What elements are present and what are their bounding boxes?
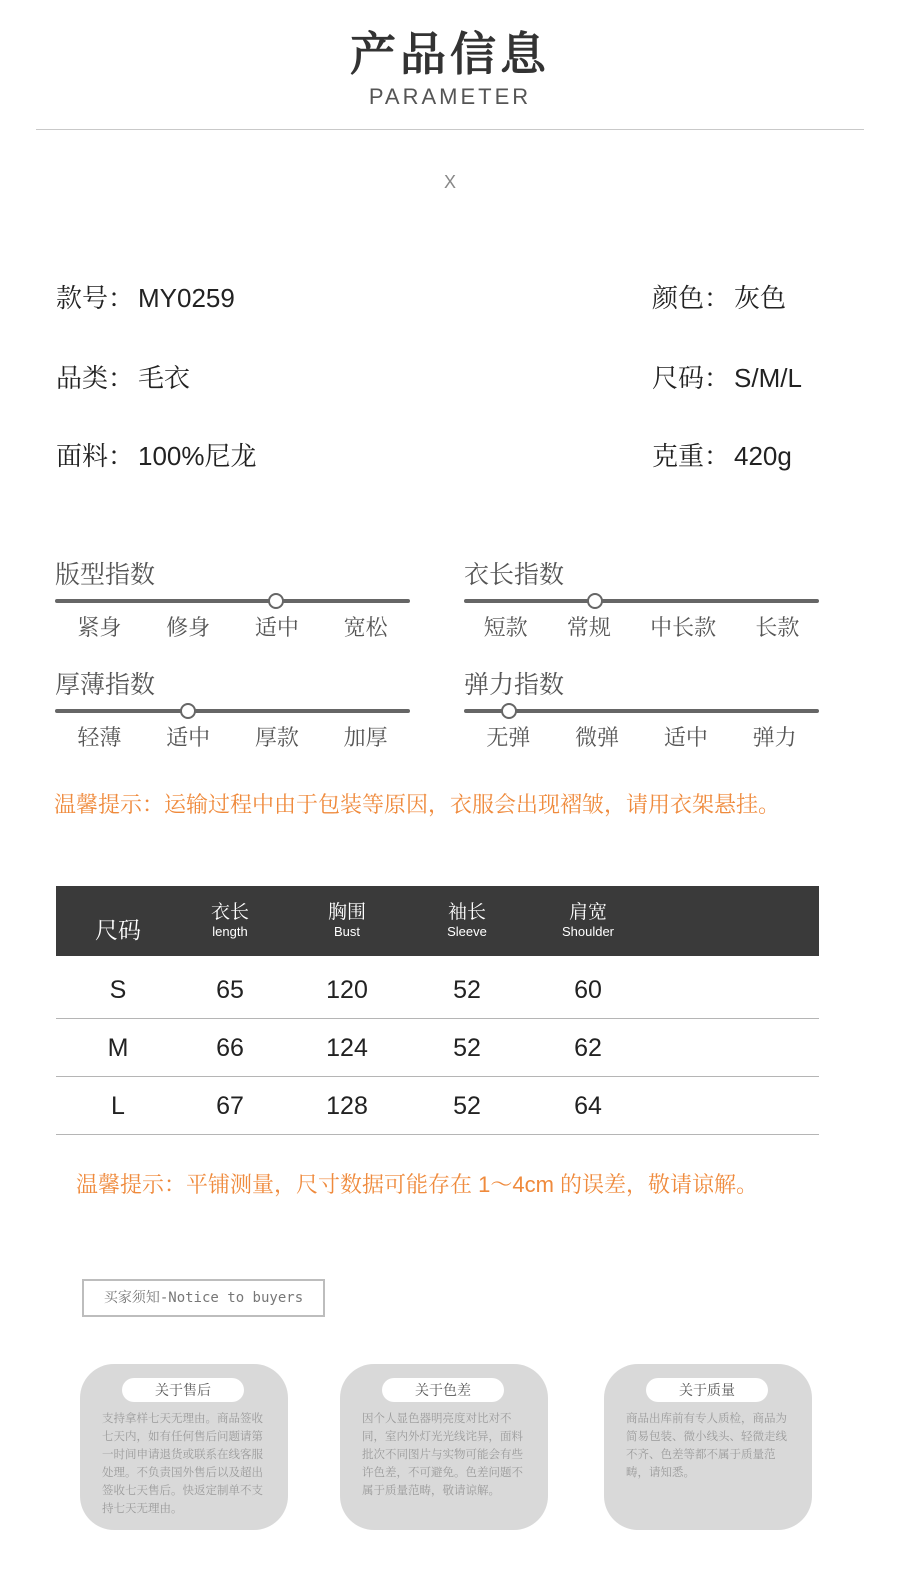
thickness-label: 厚款 [254, 725, 299, 750]
table-row [56, 961, 819, 1019]
thickness-label: 适中 [166, 725, 211, 750]
weight-label: 克重： [652, 441, 731, 471]
after-sales-card-title: 关于售后 [122, 1378, 244, 1402]
shoulder-cell: 60 [574, 976, 602, 1004]
length-label: 中长款 [650, 615, 717, 640]
length-label: 常规 [566, 615, 611, 640]
fit-index [55, 560, 410, 642]
elasticity-index-title: 弹力指数 [464, 671, 565, 699]
length-index-track [464, 599, 819, 603]
table-row [56, 1019, 819, 1077]
quality-card-text: 商品出库前有专人质检，商品为简易包装、微小线头、轻微走线不齐、色差等都不属于质量范畴，请知悉。 [626, 1413, 787, 1479]
thickness-index-title: 厚薄指数 [55, 671, 156, 699]
color-difference-card-title: 关于色差 [382, 1378, 504, 1402]
header-size: 尺码 [95, 917, 141, 943]
weight-value: 420g [734, 441, 792, 471]
sleeve-cell: 52 [453, 1034, 481, 1062]
color-difference-card-text: 因个人显色器明亮度对比对不同，室内外灯光光线诧异，面料批次不同图片与实物可能会有些许色差，不可避免。色差问题不属于质量范畴，敬请谅解。 [362, 1413, 523, 1497]
elasticity-label: 适中 [663, 725, 708, 750]
style-number [56, 282, 235, 314]
quality-card-title: 关于质量 [646, 1378, 768, 1402]
length-cell: 67 [216, 1092, 244, 1120]
fit-label: 宽松 [343, 615, 388, 640]
header-bust: 胸围 Bust [327, 902, 366, 939]
shoulder-cell: 64 [574, 1092, 602, 1120]
size-label: 尺码： [652, 363, 731, 393]
style-number-value: MY0259 [138, 283, 235, 313]
size-cell: M [107, 1034, 129, 1062]
elasticity-index-track [464, 709, 819, 713]
category-value: 毛衣 [138, 363, 191, 393]
thickness-index-marker [180, 703, 196, 719]
length-index-title: 衣长指数 [464, 561, 565, 589]
fit-index-title: 版型指数 [55, 561, 156, 589]
notice-title-box: 买家须知-Notice to buyers [82, 1279, 325, 1317]
fabric-label: 面料： [56, 441, 135, 471]
page-subtitle: PARAMETER [368, 84, 532, 109]
fabric-value: 100%尼龙 [138, 441, 257, 471]
category-label: 品类： [56, 363, 135, 393]
length-cell: 65 [216, 976, 244, 1004]
row-divider [56, 1134, 819, 1135]
elasticity-label: 弹力 [752, 725, 797, 750]
thickness-index-track [55, 709, 410, 713]
measurement-tip: 温馨提示：平铺测量，尺寸数据可能存在 1～4cm 的误差，敬请谅解。 [76, 1172, 759, 1197]
sleeve-cell: 52 [453, 976, 481, 1004]
elasticity-label: 微弹 [575, 725, 620, 750]
fit-label: 修身 [166, 615, 211, 640]
quality-card [604, 1364, 812, 1530]
fit-label: 紧身 [77, 615, 122, 640]
color-label: 颜色： [652, 283, 731, 313]
elasticity-index-marker [501, 703, 517, 719]
length-index [464, 560, 819, 642]
color-info [652, 282, 786, 314]
size-value: S/M/L [734, 363, 802, 393]
length-cell: 66 [216, 1034, 244, 1062]
weight-info [652, 440, 792, 472]
length-label: 长款 [755, 615, 800, 640]
thickness-index [55, 670, 410, 752]
bust-cell: 128 [326, 1092, 368, 1120]
color-difference-card [340, 1364, 548, 1530]
bust-cell: 120 [326, 976, 368, 1004]
fabric-info [56, 440, 257, 472]
x-mark: X [443, 172, 456, 192]
header-sleeve: 袖长 Sleeve [447, 902, 487, 939]
size-cell: S [109, 976, 127, 1004]
size-cell: L [111, 1092, 125, 1120]
length-index-marker [587, 593, 603, 609]
fit-index-marker [268, 593, 284, 609]
shipping-tip: 温馨提示：运输过程中由于包装等原因，衣服会出现褶皱，请用衣架悬挂。 [54, 792, 781, 817]
table-row [56, 1077, 819, 1135]
page-title: 产品信息 [350, 28, 550, 80]
thickness-label: 加厚 [343, 725, 388, 750]
size-table-header [56, 886, 819, 956]
after-sales-card [80, 1364, 288, 1530]
header-shoulder: 肩宽 Shoulder [561, 902, 615, 939]
thickness-label: 轻薄 [77, 725, 122, 750]
category-info [56, 362, 190, 394]
length-label: 短款 [483, 615, 528, 640]
header-divider [36, 129, 864, 130]
color-value: 灰色 [734, 283, 787, 313]
header-length: 衣长 length [210, 902, 249, 939]
fit-index-track [55, 599, 410, 603]
sleeve-cell: 52 [453, 1092, 481, 1120]
fit-label: 适中 [254, 615, 299, 640]
style-number-label: 款号： [56, 283, 135, 313]
elasticity-index [464, 670, 819, 752]
elasticity-label: 无弹 [486, 725, 531, 750]
size-info [652, 362, 802, 394]
shoulder-cell: 62 [574, 1034, 602, 1062]
bust-cell: 124 [326, 1034, 368, 1062]
after-sales-card-text: 支持拿样七天无理由。商品签收七天内，如有任何售后问题请第一时间申请退货或联系在线客服处理。不负责国外售后以及超出签收七天售后。快返定制单不支持七天无理由。 [102, 1413, 263, 1515]
